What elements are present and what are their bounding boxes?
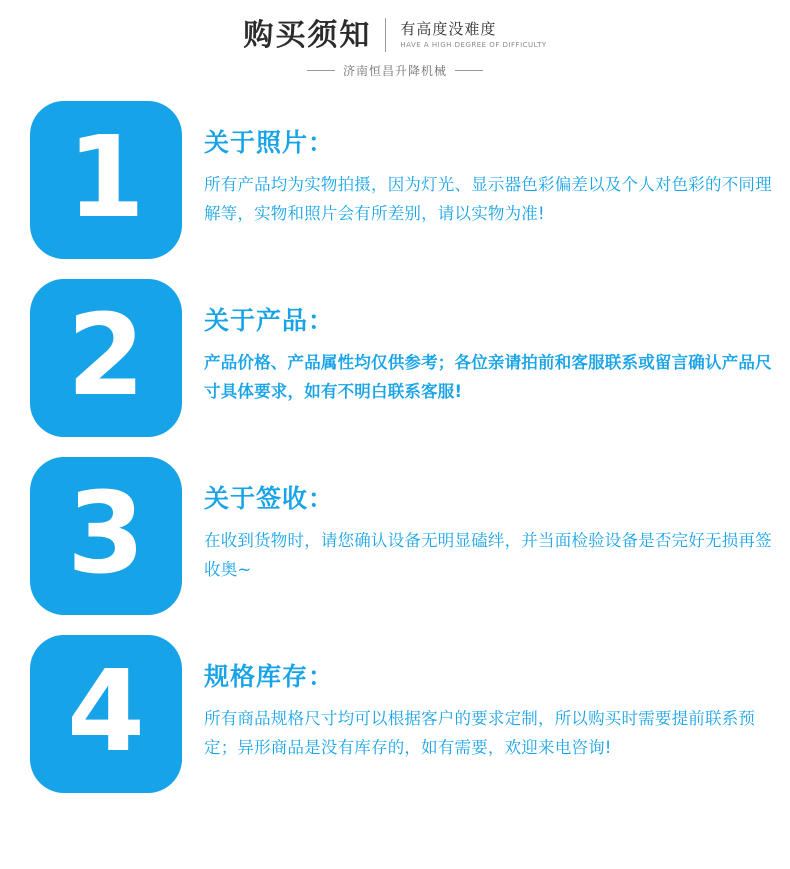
notice-title: 关于照片： [204, 128, 335, 157]
notice-title: 规格库存： [204, 662, 335, 691]
notice-item [0, 101, 790, 259]
notice-item [0, 635, 790, 793]
header-company-row [0, 62, 790, 79]
notice-number-badge [30, 635, 182, 793]
notice-title: 关于产品： [204, 306, 335, 335]
notice-number: 3 [67, 469, 145, 599]
notice-number-badge [30, 279, 182, 437]
header-rule-right [455, 70, 483, 71]
header-title-row [0, 18, 790, 52]
company-name: 济南恒昌升降机械 [342, 64, 447, 78]
header-subtitle-en: HAVE A HIGH DEGREE OF DIFFICULTY [400, 41, 547, 50]
notice-text: 产品价格、产品属性均仅供参考；各位亲请拍前和客服联系或留言确认产品尺寸具体要求，如有不明白联系客服! [204, 353, 772, 401]
notice-number: 1 [67, 113, 145, 243]
notice-text: 在收到货物时，请您确认设备无明显磕绊，并当面检验设备是否完好无损再签收奥~ [204, 531, 772, 579]
notice-body [204, 101, 790, 229]
notice-text: 所有产品均为实物拍摄，因为灯光、显示器色彩偏差以及个人对色彩的不同理解等，实物和照片会有所差别，请以实物为准! [204, 175, 772, 223]
notice-title: 关于签收： [204, 484, 335, 513]
notice-body [204, 457, 790, 585]
notice-number: 4 [67, 647, 145, 777]
header-rule-left [307, 70, 335, 71]
notice-text: 所有商品规格尺寸均可以根据客户的要求定制，所以购买时需要提前联系预定；异形商品是没有库存的，如有需要，欢迎来电咨询! [204, 709, 756, 757]
header-vertical-divider [385, 18, 386, 52]
page-title: 购买须知 [243, 17, 372, 53]
notice-list [0, 101, 790, 801]
header-subtitle-group [400, 21, 546, 49]
notice-item [0, 279, 790, 437]
page-header [0, 0, 790, 79]
header-subtitle-cn: 有高度没难度 [400, 19, 497, 38]
notice-number-badge [30, 101, 182, 259]
notice-item [0, 457, 790, 615]
notice-number-badge [30, 457, 182, 615]
notice-body [204, 635, 790, 763]
notice-number: 2 [67, 291, 145, 421]
notice-body [204, 279, 790, 407]
